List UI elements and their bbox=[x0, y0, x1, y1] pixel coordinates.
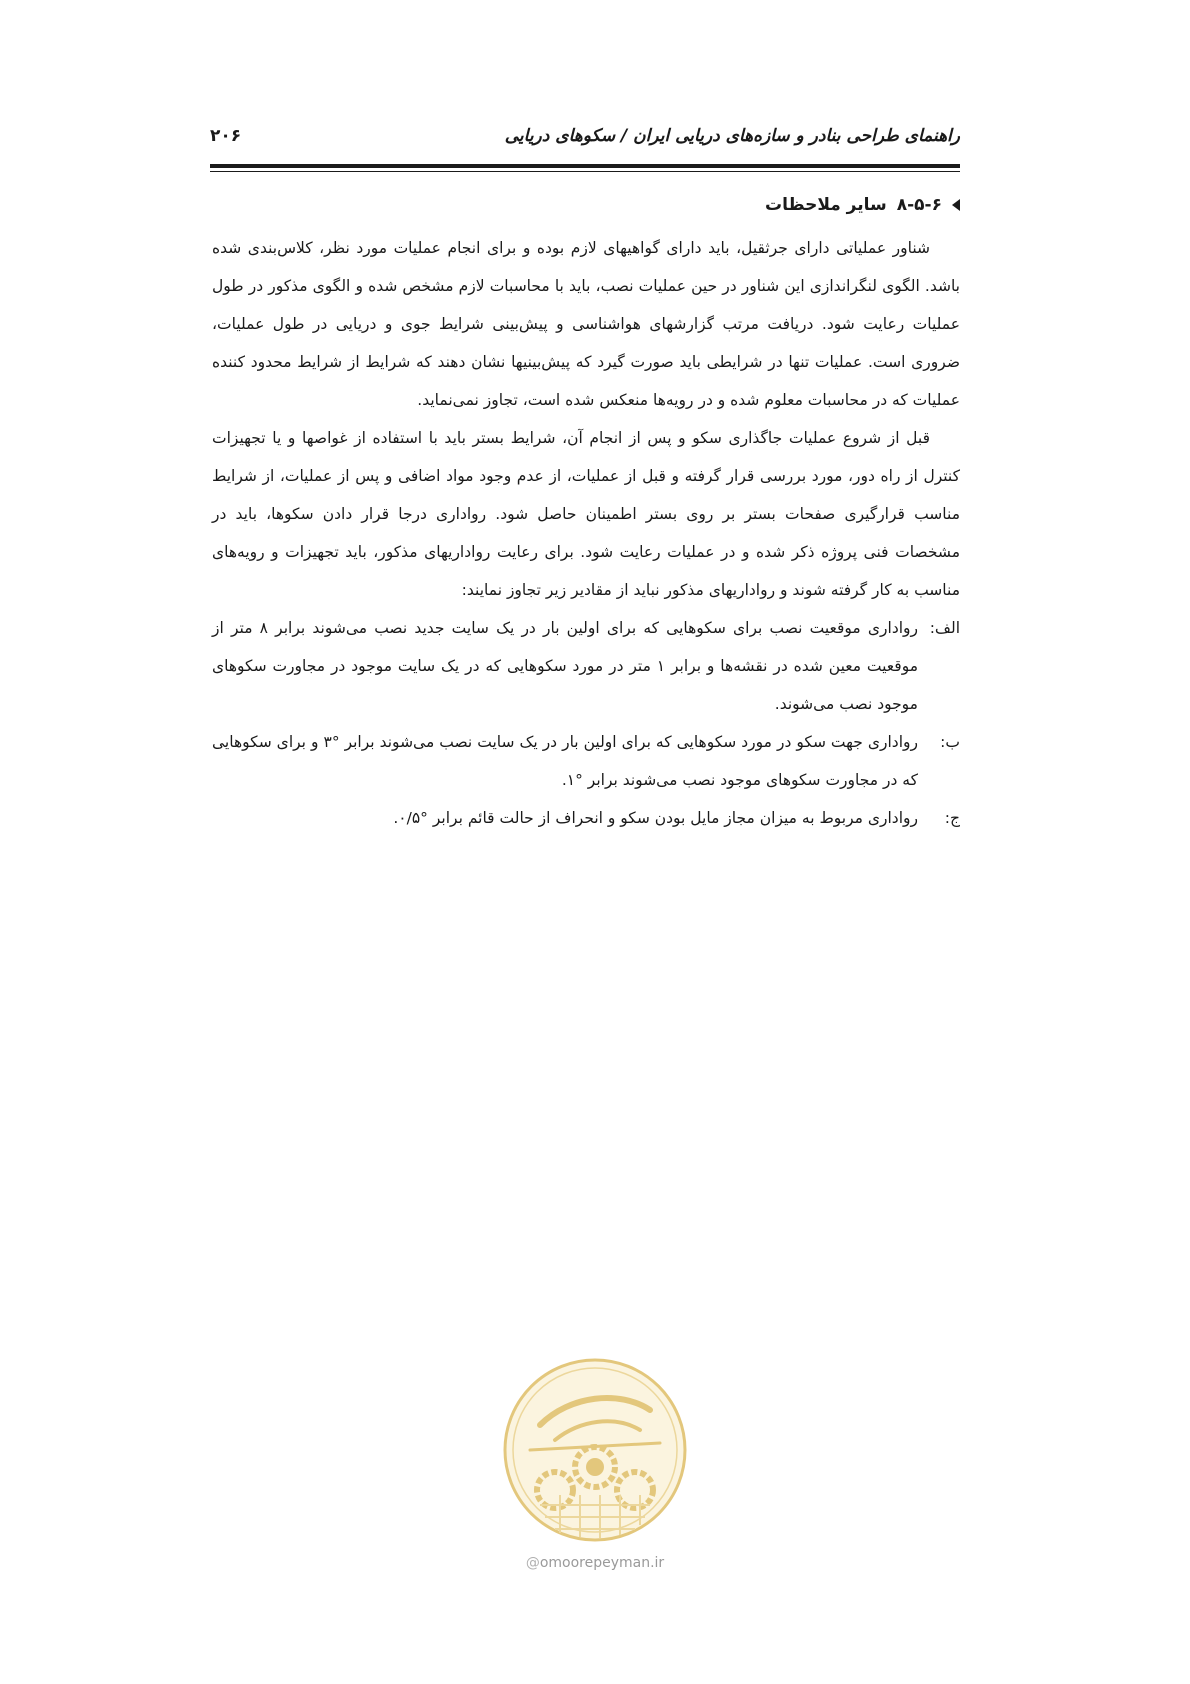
list-item-text: رواداری مربوط به میزان مجاز مایل بودن سکو و انحراف از حالت قائم برابر °۰/۵. bbox=[393, 809, 918, 827]
running-header bbox=[210, 126, 960, 166]
section-number: ۸-۵-۶ bbox=[896, 195, 942, 215]
paragraph: شناور عملیاتی دارای جرثقیل، باید دارای گواهیهای لازم بوده و برای انجام عملیات مورد نظر، کلاس‌بندی شده باشد. الگوی لنگراندازی این شناور در حین عملیات نصب، باید با محاسبات لازم مشخص شده و الگوی مذکور در طول عملیات رعایت شود. دریافت مرتب گزارشهای هواشناسی و پیش‌بینی شرایط جوی و دریایی در طول عملیات، ضروری است. عملیات تنها در شرایطی باید صورت گیرد که پیش‌بینیها نشان دهند که شرایط از شرایط محدود کننده عملیات که در محاسبات معلوم شده و در رویه‌ها منعکس شده است، تجاوز نمی‌نماید. bbox=[212, 239, 960, 409]
omoore-peyman-seal-icon bbox=[500, 1355, 690, 1545]
logo-caption-text: omoorepeyman.ir bbox=[539, 1555, 665, 1571]
list-item-text: رواداری جهت سکو در مورد سکوهایی که برای اولین بار در یک سایت نصب می‌شوند برابر °۳ و برای سکوهایی که در مجاورت سکوهای موجود نصب می‌شوند برابر °۱. bbox=[212, 733, 918, 789]
list-item-label: الف: bbox=[929, 619, 960, 637]
running-header-title: راهنمای طراحی بنادر و سازه‌های دریایی ایران / سکوهای دریایی bbox=[504, 126, 960, 146]
logo-caption bbox=[470, 1555, 720, 1571]
tolerance-list bbox=[212, 609, 960, 837]
header-rule-thick bbox=[210, 164, 960, 168]
list-item bbox=[212, 723, 960, 799]
section-heading bbox=[212, 185, 960, 225]
header-rule-thin bbox=[210, 171, 960, 172]
triangle-bullet-icon bbox=[952, 199, 960, 211]
list-item-label: ب: bbox=[940, 733, 960, 751]
at-icon: @ bbox=[525, 1555, 540, 1571]
section-title: سایر ملاحظات bbox=[765, 195, 887, 215]
page-content bbox=[212, 185, 960, 837]
list-item bbox=[212, 609, 960, 723]
list-item bbox=[212, 799, 960, 837]
page-number: ۲۰۶ bbox=[210, 126, 242, 146]
list-item-text: رواداری موقعیت نصب برای سکوهایی که برای اولین بار در یک سایت جدید نصب می‌شوند برابر ۸ متر از موقعیت معین شده در نقشه‌ها و برابر ۱ متر در مورد سکوهایی که در یک سایت موجود در مجاورت سکوهای موجود نصب می‌شوند. bbox=[212, 619, 919, 713]
paragraph: قبل از شروع عملیات جاگذاری سکو و پس از انجام آن، شرایط بستر باید با استفاده از غواصها و یا تجهیزات کنترل از راه دور، مورد بررسی قرار گرفته و قبل از عملیات، از عدم وجود مواد اضافی و پس از عملیات، از شرایط مناسب قرارگیری صفحات بستر بر روی بستر اطمینان حاصل شود. رواداری درجا قرار دادن سکوها، باید در مشخصات فنی پروژه ذکر شده و در عملیات رعایت شود. برای رعایت رواداریهای مذکور، باید تجهیزات و رویه‌های مناسب به کار گرفته شوند و رواداریهای مذکور نباید از مقادیر زیر تجاوز نمایند: bbox=[212, 429, 960, 599]
list-item-label: ج: bbox=[944, 809, 960, 827]
